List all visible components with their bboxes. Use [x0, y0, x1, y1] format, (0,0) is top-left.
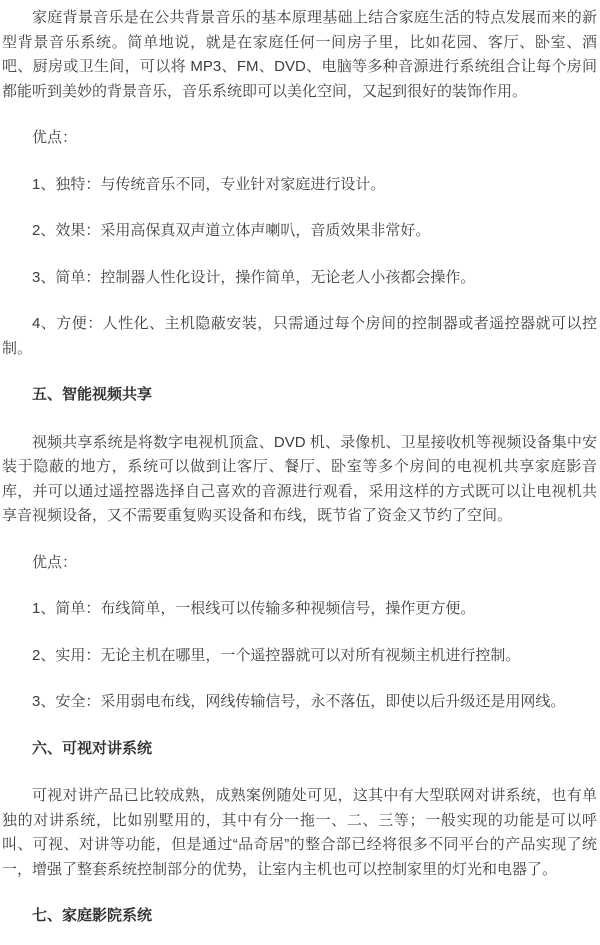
section-heading-6-video-intercom: 六、可视对讲系统 — [32, 739, 153, 757]
bgm-advantage-1-unique: 1、独特：与传统音乐不同，专业针对家庭进行设计。 — [32, 175, 386, 193]
video-advantage-1-simple: 1、简单：布线简单，一根线可以传输多种视频信号，操作更方便。 — [32, 600, 476, 617]
bgm-advantage-4-convenient: 4、方便：人性化、主机隐蔽安装，只需通过每个房间的控制器或者遥控器就可以控制。 — [2, 315, 597, 357]
section-heading-7-home-theater: 七、家庭影院系统 — [32, 907, 153, 924]
video-advantage-2-practical: 2、实用：无论主机在哪里，一个遥控器就可以对所有视频主机进行控制。 — [32, 646, 521, 664]
advantages-label-bgm: 优点： — [32, 129, 78, 146]
video-advantage-3-safe: 3、安全：采用弱电布线，网线传输信号，永不落伍，即使以后升级还是用网线。 — [32, 693, 566, 710]
bgm-advantage-2-effect: 2、效果：采用高保真双声道立体声喇叭，音质效果非常好。 — [32, 222, 431, 239]
paragraph-video-sharing: 视频共享系统是将数字电视机顶盒、DVD 机、录像机、卫星接收机等视频设备集中安装于隐蔽的地方，系统可以做到让客厅、餐厅、卧室等多个房间的电视机共享家庭影音库，并可以通过遥控器选择自己喜欢的音源进行观看，采用这样的方式既可以让电视机共享音视频设备，又不需要重复购买设备和布线，既节省了资金又节约了空间。 — [2, 433, 597, 524]
section-heading-5-video-sharing: 五、智能视频共享 — [32, 386, 153, 403]
paragraph-video-intercom: 可视对讲产品已比较成熟，成熟案例随处可见，这其中有大型联网对讲系统，也有单独的对讲系统，比如别墅用的，其中有分一拖一、二、三等；一般实现的功能是可以呼叫、可视、对讲等功能，但是通过“品奇居”的整合部已经将很多不同平台的产品实现了统一，增强了整套系统控制部分的优势，让室内主机也可以控制家里的灯光和电器了。 — [2, 787, 597, 878]
intro-paragraph-home-bgm: 家庭背景音乐是在公共背景音乐的基本原理基础上结合家庭生活的特点发展而来的新型背景音乐系统。简单地说，就是在家庭任何一间房子里，比如花园、客厅、卧室、酒吧、厨房或卫生间，可以将 MP3、FM、DVD、电脑等多种音源进行系统组合让每个房间都能听到美妙的背景音乐，音乐系统即可以美化空间，又起到很好的装饰作用。 — [2, 9, 597, 100]
bgm-advantage-3-simple: 3、简单：控制器人性化设计，操作简单，无论老人小孩都会操作。 — [32, 268, 476, 286]
advantages-label-video: 优点： — [32, 553, 78, 571]
